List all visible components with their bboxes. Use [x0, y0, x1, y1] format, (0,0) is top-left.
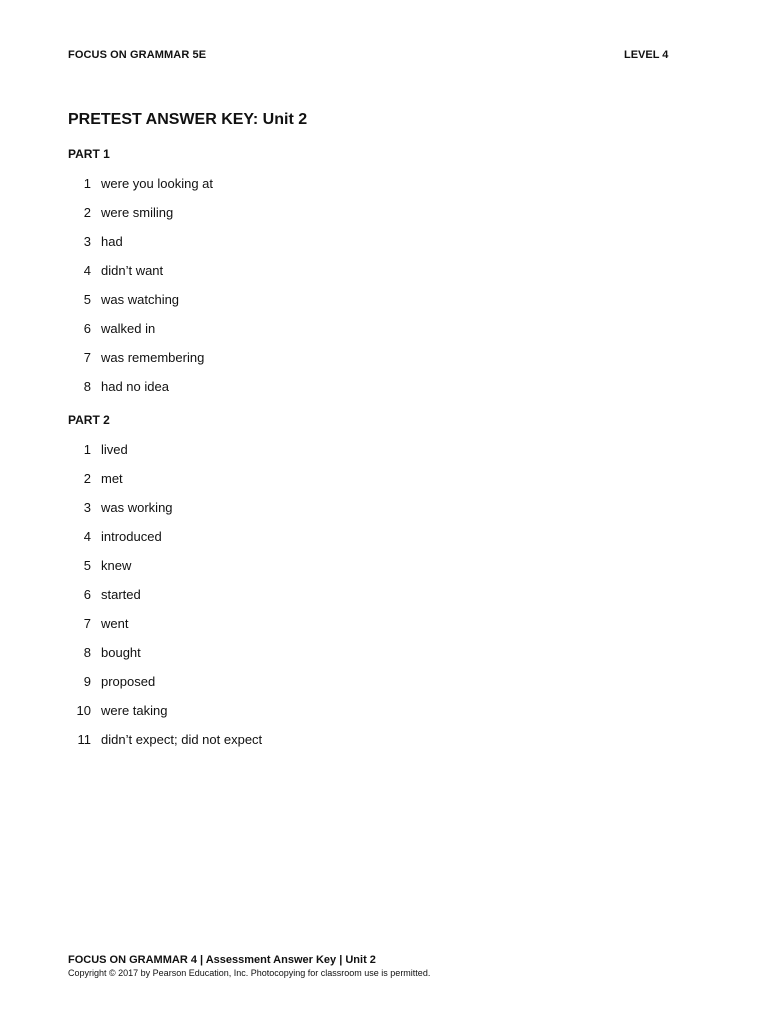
answer-item — [68, 616, 262, 645]
part-1-answer-list — [68, 176, 213, 408]
answer-item — [68, 292, 213, 321]
answer-item — [68, 350, 213, 379]
answer-item — [68, 321, 213, 350]
answer-number: 8 — [83, 379, 91, 394]
answer-text: knew — [101, 558, 132, 573]
answer-number: 3 — [83, 234, 91, 249]
answer-number: 10 — [76, 703, 91, 718]
answer-text: walked in — [101, 321, 156, 336]
answer-number: 1 — [83, 176, 91, 191]
answer-item — [68, 558, 262, 587]
part-2-heading: PART 2 — [68, 413, 110, 427]
answer-text: had — [101, 234, 123, 249]
answer-item — [68, 234, 213, 263]
answer-number: 1 — [83, 442, 91, 457]
answer-number: 2 — [83, 471, 91, 486]
answer-number: 11 — [77, 732, 91, 747]
footer-title: FOCUS ON GRAMMAR 4 | Assessment Answer Key | Unit 2 — [68, 954, 376, 966]
answer-number: 7 — [83, 616, 91, 631]
answer-item — [68, 529, 262, 558]
answer-text: was watching — [101, 292, 180, 307]
answer-number: 5 — [83, 292, 91, 307]
answer-text: started — [101, 587, 141, 602]
running-header-title: FOCUS ON GRAMMAR 5E — [68, 49, 207, 61]
answer-text: was working — [101, 500, 173, 515]
answer-item — [68, 587, 262, 616]
answer-text: had no idea — [101, 379, 169, 394]
answer-number: 4 — [83, 263, 91, 278]
answer-text: were taking — [101, 703, 168, 718]
answer-item — [68, 703, 262, 732]
page-title-text: PRETEST ANSWER KEY: Unit 2 — [68, 111, 308, 128]
answer-text: lived — [101, 442, 128, 457]
answer-text: were you looking at — [101, 176, 214, 191]
page-title — [68, 111, 307, 129]
answer-text: introduced — [101, 529, 162, 544]
answer-text: met — [101, 471, 123, 486]
answer-text: proposed — [101, 674, 156, 689]
answer-item — [68, 205, 213, 234]
answer-number: 4 — [83, 529, 91, 544]
answer-item — [68, 674, 262, 703]
answer-text: were smiling — [101, 205, 174, 220]
answer-text: bought — [101, 645, 141, 660]
answer-item — [68, 379, 213, 408]
answer-number: 5 — [83, 558, 91, 573]
answer-text: went — [101, 616, 129, 631]
part-2-answer-list — [68, 442, 262, 761]
answer-number: 3 — [83, 500, 91, 515]
answer-item — [68, 645, 262, 674]
answer-number: 7 — [83, 350, 91, 365]
answer-number: 9 — [83, 674, 91, 689]
answer-item — [68, 500, 262, 529]
answer-number: 2 — [83, 205, 91, 220]
answer-text: didn’t want — [101, 263, 164, 278]
answer-number: 6 — [83, 587, 91, 602]
part-1-heading: PART 1 — [68, 147, 110, 161]
answer-text: was remembering — [101, 350, 205, 365]
answer-item — [68, 442, 262, 471]
answer-item — [68, 263, 213, 292]
answer-item — [68, 732, 262, 761]
answer-number: 8 — [83, 645, 91, 660]
answer-text: didn’t expect; did not expect — [101, 732, 263, 747]
answer-number: 6 — [83, 321, 91, 336]
running-header-level: LEVEL 4 — [624, 49, 669, 61]
answer-item — [68, 471, 262, 500]
footer-copyright: Copyright © 2017 by Pearson Education, Inc. Photocopying for classroom use is permitted. — [68, 968, 431, 978]
answer-item — [68, 176, 213, 205]
